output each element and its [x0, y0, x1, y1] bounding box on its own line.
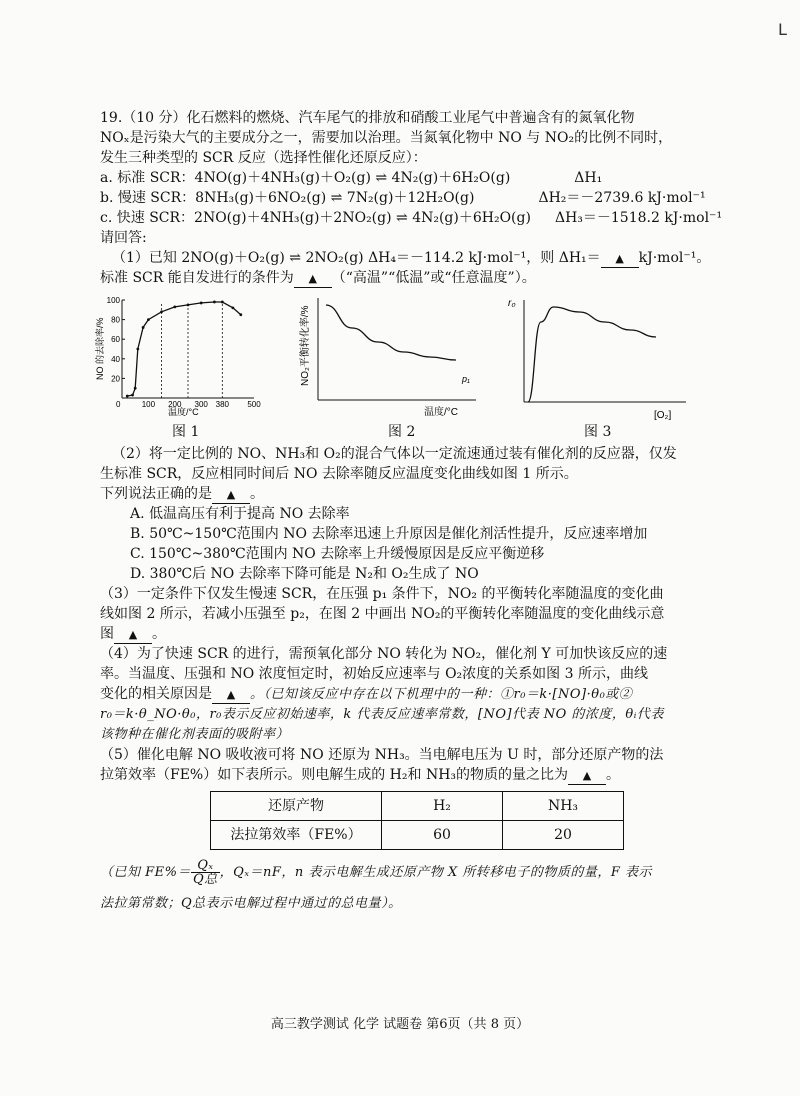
fig1-data-point [173, 305, 176, 308]
intro-line: 19.（10 分）化石燃料的燃烧、汽车尾气的排放和硝酸工业尾气中普遍含有的氮氧化物 [100, 110, 635, 126]
q5-note-line1 [100, 858, 690, 888]
fig1-x-tick-label: 500 [247, 400, 261, 409]
q3-text: 图 [100, 626, 114, 642]
option-d: D. 380℃后 NO 去除率下降可能是 N₂和 O₂生成了 NO [130, 566, 479, 582]
fig1-y-tick-label: 40 [111, 354, 120, 364]
fig1-data-point [136, 348, 139, 351]
blank-triangle-icon: ▲ [615, 252, 624, 265]
fig1-y-tick-label: 20 [111, 374, 120, 384]
fig1-caption: 图 1 [172, 424, 200, 440]
fig1-data-point [221, 301, 224, 304]
reaction-label: b. 慢速 SCR： [100, 190, 196, 206]
fig1-data-point [213, 301, 216, 304]
figure-3 [506, 294, 696, 424]
answer-blank[interactable] [294, 270, 332, 288]
q2-prompt [100, 484, 690, 504]
fig1-y-tick-label: 60 [111, 335, 120, 345]
fig1-data-point [231, 306, 234, 309]
q2-text: 下列说法正确的是 [100, 486, 212, 502]
reaction-enthalpy: ΔH₁ [574, 170, 603, 186]
fig1-data-point [126, 395, 129, 398]
q1-text: （“高温”“低温”或“任意温度”）。 [331, 270, 536, 286]
q5-text: 。 [606, 767, 621, 783]
fig1-ylabel: NO 的去除率/% [95, 317, 105, 380]
q5-note-line2: 法拉第常数；Q总表示电解过程中通过的总电量）。 [100, 896, 402, 911]
fig3-caption: 图 3 [584, 424, 612, 440]
q3-line: （3）一定条件下仅发生慢速 SCR，在压强 p₁ 条件下，NO₂ 的平衡转化率随温度的变化曲 [100, 586, 664, 602]
q2-line: 生标准 SCR，反应相同时间后 NO 去除率随反应温度变化曲线如图 1 所示。 [100, 466, 578, 482]
fig1-x-tick-label: 200 [168, 400, 182, 409]
reaction-b [100, 188, 706, 208]
reaction-label: c. 快速 SCR： [100, 210, 195, 226]
q4-line3 [100, 684, 690, 705]
fig3-curve [528, 307, 656, 402]
q1-line2 [100, 268, 690, 288]
fig1-xlabel: 温度/°C [168, 407, 199, 417]
q3-text: 。 [152, 626, 166, 642]
intro-line: NOₓ是污染大气的主要成分之一，需要加以治理。当氮氧化物中 NO 与 NO₂的比例不同时， [100, 130, 673, 146]
reaction-enthalpy: ΔH₂＝－2739.6 kJ·mol⁻¹ [538, 190, 706, 206]
figure-1 [94, 294, 264, 418]
reaction-a [100, 168, 690, 188]
blank-triangle-icon: ▲ [582, 769, 592, 782]
fig1-data-point [147, 318, 150, 321]
q5-note-text: ，Qₓ＝nF，n 表示电解生成还原产物 X 所转移电子的物质的量，F 表示 [219, 865, 653, 880]
table-row [211, 821, 624, 850]
blank-triangle-icon: ▲ [226, 688, 236, 701]
q5-text: 拉第效率（FE%）如下表所示。则电解生成的 H₂和 NH₃的物质的量之比为 [100, 767, 569, 783]
fig1-x-tick-label: 300 [194, 400, 208, 409]
q3-line: 线如图 2 所示，若减小压强至 p₂，在图 2 中画出 NO₂的平衡转化率随温度的变化曲线示意 [100, 606, 665, 622]
option-b: B. 50℃~150℃范围内 NO 去除率迅速上升原因是催化剂活性提升，反应速率增加 [130, 526, 648, 542]
page-footer: 高三教学测试 化学 试题卷 第6页（共 8 页） [270, 1017, 530, 1032]
fig2-curve-p1 [326, 305, 456, 360]
q5-line1: （5）催化电解 NO 吸收液可将 NO 还原为 NH₃。当电解电压为 U 时，部分还原产物的法 [100, 747, 664, 763]
q4-mechanism-note: 。（已知该反应中存在以下机理中的一种：①r₀＝k·[NO]·θ₀或② [250, 687, 633, 702]
table-row [211, 792, 624, 821]
fig1-data-point [134, 387, 137, 390]
q4-line: 率。当温度、压强和 NO 浓度恒定时，初始反应速率与 O₂浓度的关系如图 3 所示，曲线 [100, 666, 648, 682]
fig2-caption: 图 2 [388, 424, 416, 440]
q3-end [100, 624, 690, 644]
fig1-x-tick-label: 380 [215, 400, 229, 409]
table-cell: 20 [503, 821, 624, 850]
table-cell: 60 [382, 821, 503, 850]
q5-note-text: （已知 FE%＝ [100, 865, 191, 880]
q1-text: 标准 SCR 能自发进行的条件为 [100, 270, 294, 286]
fig1-curve [127, 302, 241, 396]
blank-triangle-icon: ▲ [226, 488, 236, 501]
fig1-data-point [131, 394, 134, 397]
reaction-equation: 2NO(g)＋4NH₃(g)＋2NO₂(g) ⇌ 4N₂(g)＋6H₂O(g) [194, 210, 531, 226]
fig2-ylabel: NO₂平衡转化率/% [300, 305, 311, 386]
fig1-y-tick-label: 100 [106, 296, 120, 305]
answer-blank[interactable] [568, 767, 606, 785]
fig1-data-point [160, 310, 163, 313]
please-answer: 请回答: [100, 230, 147, 246]
fig3-xlabel: [O₂] [654, 410, 672, 421]
fig3-ylabel: r₀ [508, 298, 516, 309]
option-c: C. 150℃~380℃范围内 NO 去除率上升缓慢原因是反应平衡逆移 [130, 546, 545, 562]
reaction-enthalpy: ΔH₃＝－1518.2 kJ·mol⁻¹ [554, 210, 723, 226]
q1-line1 [100, 248, 711, 268]
faraday-efficiency-table [210, 791, 624, 850]
fig1-data-point [239, 313, 242, 316]
fig1-data-point [142, 326, 145, 329]
intro-line: 发生三种类型的 SCR 反应（选择性催化还原反应）： [100, 150, 427, 166]
fig1-origin: 0 [116, 400, 121, 409]
table-cell: NH₃ [503, 792, 624, 821]
q4-text: 变化的相关原因是 [100, 686, 212, 702]
answer-blank[interactable] [601, 250, 639, 268]
blank-triangle-icon: ▲ [308, 272, 317, 285]
q1-text: （1）已知 2NO(g)＋O₂(g) ⇌ 2NO₂(g) ΔH₄＝－114.2 kJ·mol⁻¹，则 ΔH₁＝ [112, 250, 601, 266]
q2-line: （2）将一定比例的 NO、NH₃和 O₂的混合气体以一定流速通过装有催化剂的反应器，仅发 [112, 446, 677, 462]
answer-blank[interactable] [114, 626, 152, 644]
q2-text: 。 [250, 486, 264, 502]
fig1-y-tick-label: 80 [111, 315, 120, 325]
fig1-x-tick-label: 100 [141, 400, 156, 409]
table-cell: 法拉第效率（FE%） [211, 821, 382, 850]
q4-line5: 该物种在催化剂表面的吸附率） [100, 727, 290, 742]
fig2-curve-label: p₁ [462, 374, 470, 384]
fig1-data-point [187, 304, 190, 307]
figures-row [95, 294, 690, 444]
scan-corner-mark: L [778, 20, 787, 39]
q1-text: kJ·mol⁻¹。 [638, 250, 711, 266]
fraction-numerator: Qₓ [191, 859, 220, 873]
q5-line2 [100, 765, 690, 785]
reaction-equation: 8NH₃(g)＋6NO₂(g) ⇌ 7N₂(g)＋12H₂O(g) [195, 190, 475, 206]
fraction-denominator: Q总 [193, 872, 218, 887]
fe-fraction [191, 859, 220, 886]
figure-2 [296, 294, 486, 418]
fig1-data-point [200, 302, 203, 305]
option-a: A. 低温高压有利于提高 NO 去除率 [130, 506, 350, 522]
reaction-equation: 4NO(g)＋4NH₃(g)＋O₂(g) ⇌ 4N₂(g)＋6H₂O(g) [194, 170, 511, 186]
answer-blank[interactable] [212, 486, 250, 504]
table-cell: H₂ [382, 792, 503, 821]
blank-triangle-icon: ▲ [128, 628, 138, 641]
q4-line: （4）为了快速 SCR 的进行，需预氧化部分 NO 转化为 NO₂，催化剂 Y 可加快该反应的速 [100, 646, 668, 662]
table-cell: 还原产物 [211, 792, 382, 821]
q4-line4: r₀＝k·θ_NO·θ₀，r₀表示反应初始速率，k 代表反应速率常数，[NO]代表 NO 的浓度，θᵢ代表 [100, 707, 664, 722]
question-19 [95, 108, 723, 914]
reaction-label: a. 标准 SCR： [100, 170, 195, 186]
reaction-c [100, 208, 723, 228]
fig2-xlabel: 温度/°C [424, 407, 458, 418]
answer-blank[interactable] [212, 686, 250, 704]
